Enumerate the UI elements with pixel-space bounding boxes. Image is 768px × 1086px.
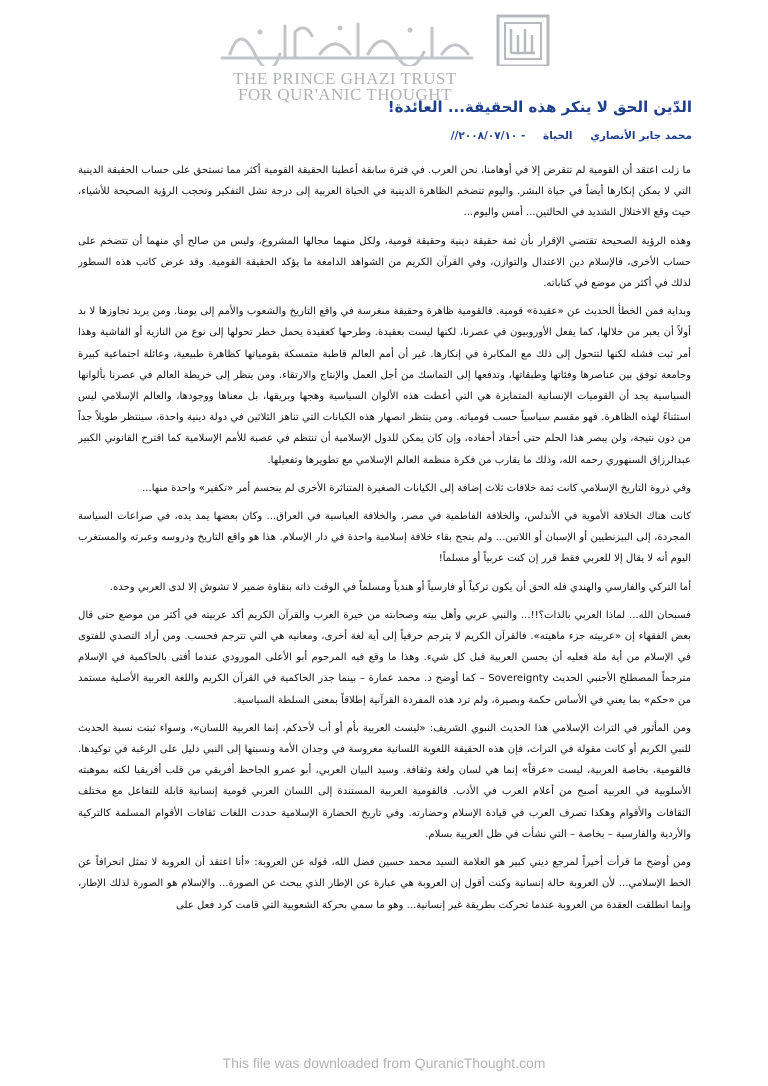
trust-name-line-2: FOR QUR'ANIC THOUGHT xyxy=(238,85,452,104)
article-byline xyxy=(437,130,692,142)
article-date: - ٢٠٠٨/٠٧/١٠// xyxy=(450,130,526,142)
trust-name-line-1: THE PRINCE GHAZI TRUST xyxy=(233,69,457,88)
paragraph: أما التركي والفارسي والهندي فله الحق أن يكون تركياً أو فارسياً أو هندياً ومسلماً في الوقت ذاته بنقاوة ضمير لا تشوش إلا لدى العربي وحده. xyxy=(109,581,691,593)
article-author: محمد جابر الأنصاري xyxy=(590,130,692,142)
paragraph: ما زلت اعتقد أن القومية لم تتقرض إلا في أوهامنا، نحن العرب. في فترة سابقة أعطينا الحقيقة القومية أكثر مما تستحق على حساب الحقيقة الدينية التي لا يمكن إنكارها أيضاً في حياة البشر. واليوم تتضخم الظاهرة الدينية في الحياة العربية إلى درجة تشل التفكير وتحجب الرؤية الصحيحة للأشياء، حيث وقع الاختلال الشديد في الحالتين... أمس واليوم... xyxy=(78,165,691,219)
paragraph: ومن المأثور في التراث الإسلامي هذا الحديث النبوي الشريف: «ليست العربية بأم أو أب لأحدكم، إنما العربية اللسان»، وسواء ثبتت نسبة الحديث للنبي الكريم أو كانت مقولة في التراث، فإن هذه الحقيقة اللغوية اللسانية مغروسة في وجدان الأمة ونسبتها إلى النبي دليل على الرغبة في توكيدها. فالقومية، بخاصة العربية، ليست «عرقاً» إنما هي لسان ولغة وثقافة. وسيد البيان العربي، أبو عمرو الجاحظ أفريقي من قلب أفريقيا لكنه بموهبته الأسلوبية في العربية أصبح من أعلام العرب في الأدب. فالقومية العربية المستندة إلى اللسان العربي قومية إنسانية قابلة للتفاعل مع مختلف الثقافات والأقوام وهكذا تصرف العرب في قيادة الإسلام وحضارته. وفي تاريخ الحضارة الإسلامية حددت اللغات ثقافات الأقوام المسلمة كالتركية والأردية والفارسية – بخاصة – التي نشأت في ظل العربية بسلام. xyxy=(78,722,691,840)
paragraph: كانت هناك الخلافة الأموية في الأندلس، والخلافة الفاطمية في مصر، والخلافة العباسية في العراق... وكان بعضها يمد يده، في صراعات السياسة المجردة، إلى البيزنطيين أو الإسبان أو اللاتين... ولم ينجح بقاء خلافة إسلامية واحدة في دار الإسلام. هذا هو واقع التاريخ ودروسه وعبرته والمستغرب اليوم أنه لا يقال إلا للعربي فقط قرر إن كنت عربياً أو مسلماً! xyxy=(78,511,691,565)
paragraph: وبداية فمن الخطأ الحديث عن «عقيدة» قومية. فالقومية ظاهرة وحقيقة منغرسة في واقع التاريخ والشعوب والأمم إلى يومنا. ومن يريد تجاوزها لا بد أولاً أن يعبر من خلالها، كما يفعل الأوروبيون في عصرنا، لكنها ليست بعقيدة. وطرحها كعقيدة يحمل خطر تحولها إلى نوع من النازية أو الفاشية وهذا أمر ثبت فشله لكنها لتتحول إلى ذلك مع المكابرة في إنكارها. غير أن أمم العالم قاطبة متمسكة بقومياتها كظاهرة طبيعية، وعائلة اجتماعية كبيرة وجامعة توفق بين عناصرها وفئاتها وطبقاتها، وتدفعها إلى التماسك من أجل العمل والإنتاج والارتقاء. ومن ينظر إلى خريطة العالم في عصرنا بألوانها السياسية يجد أن القوميات الإنسانية المتمايزة هي التي أعطت هذه الألوان السياسية وهجها وبريقها، بل معناها ووجودها، والعالم الإسلامي ليس استثناءً لهذه الظاهرة. فهو مقسم سياسياً حسب قومياته. ومن ينتظر انصهار هذه الكيانات التي تناهز الثلاثين في دولة دينية واحدة، سينتظر طويلاً جداً من دون نتيجة، ولن يبصر هذا الحلم حتى أحفاد أحفاده، وإن كان يمكن للدول الإسلامية أن تنتظم في عصبة للأمم الإسلامية كما اقترح القانوني الكبير عبدالرزاق السنهوري رحمه الله، وذلك ما يقارب من فكرة منظمة العالم الإسلامي مع تطويرها وتفعيلها. xyxy=(78,306,691,466)
paragraph: وهذه الرؤية الصحيحة تقتضي الإقرار بأن ثمة حقيقة دينية وحقيقة قومية، ولكل منهما مجالها المشروع، وليس من صالح أي منهما أن تتضخم على حساب الأخرى، فالإسلام دين الاعتدال والتوازن، وفي القرآن الكريم من الشواهد الدامغة ما يؤكد الحقيقة القومية. وقد عرض كاتب هذه السطور لذلك في أكثر من موضع في كتاباته. xyxy=(78,235,691,290)
trust-logo xyxy=(200,8,568,104)
paragraph: فسبحان الله... لماذا العربي بالذات؟!!... والنبي عربي وأهل بيته وصحابته من خيرة العرب والقرآن الكريم أكد عربيته في أكثر من موضع حتى قال بعض الفقهاء إن «عربيته جزء ماهيته». فالقرآن الكريم لا يترجم حرفياً إلى أية لغة أخرى، ومعانيه هي التي تترجم فحسب. ومن أراد التصدي للفتوى في الإسلام من أية ملة فعليه أن يحسن العربية قبل كل شيء. وهذا ما وقع فيه المرحوم أبو الأعلى المورودي عندما أفتى بالحاكمية في الإسلام مترجماً المصطلح الأجنبي الحديث Sovereignty – كما أوضح د. محمد عمارة – بينما جذر الحاكمية في القرآن الكريم واللغة العربية الأصلية مستمد من «حكم» بما يعني في الأساس حكمة وبصيرة، ولم ترد هذه المفردة القرآنية إطلاقاً بمعنى السلطة السياسية. xyxy=(78,609,691,706)
kufic-square-icon xyxy=(498,16,548,66)
article-body xyxy=(78,160,691,1040)
trust-emblem-graphic xyxy=(200,14,560,66)
paragraph: وفي ذروة التاريخ الإسلامي كانت ثمة خلافات ثلاث إضافة إلى الكيانات الصغيرة المتناثرة الأخرى لم ينحسم أمر «تكفير» واحدة منها... xyxy=(142,482,691,494)
article-source: الحياة xyxy=(543,130,573,142)
article-title: الدّين الحق لا ينكر هذه الحقيقة... العائدة! xyxy=(387,98,692,116)
download-footer-note: This file was downloaded from QuranicThought.com xyxy=(222,1055,546,1071)
paragraph: ومن أوضح ما قرأت أخيراً لمرجع ديني كبير هو العلامة السيد محمد حسين فضل الله، قوله عن العروبة: «أنا اعتقد أن العروبة لا تمثل انحرافاً عن الخط الإسلامي... لأن العروبة حالة إنسانية وكنت أقول إن العروبة هي عبارة عن الإطار الذي يبحث عن الصورة... والإسلام هو الصورة لذلك الإطار، وإنما انطلقت العقدة من العروبة عندما تحركت بطريقة غير إنسانية... وهو ما سمي بحركة الشعوبية التي قامت كرد فعل على xyxy=(78,857,691,911)
